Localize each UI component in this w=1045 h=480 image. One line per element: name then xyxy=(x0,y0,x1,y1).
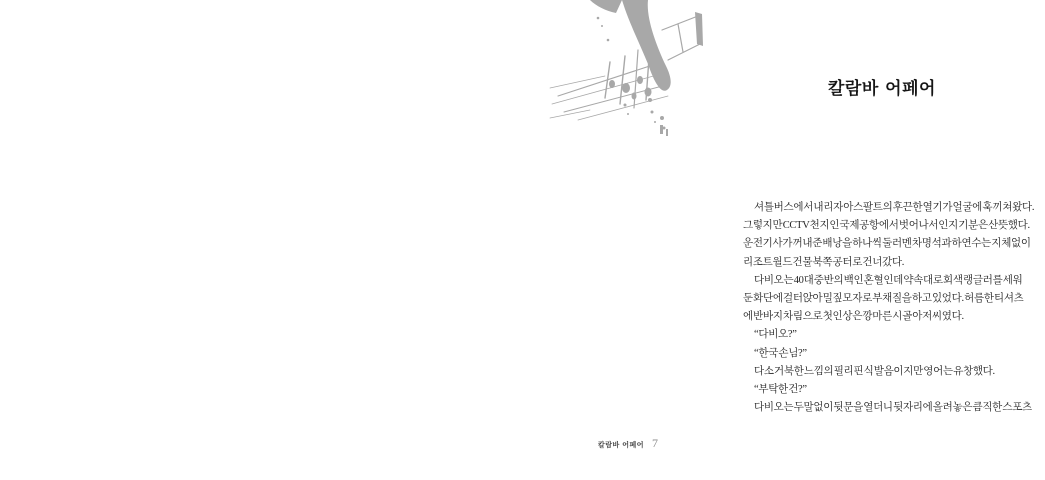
body-text-block xyxy=(743,199,1045,417)
body-text-line: 에 반바지 차림으로 첫인상은 깡마른 시골 아저씨였다. xyxy=(743,311,964,323)
dialogue-line: “다비오?” xyxy=(754,329,797,341)
body-text-line: 다비오는 두말없이 뒷문을 열더니 뒷자리에 올려놓은 큼직한 스포츠 xyxy=(754,402,1032,414)
chapter-title: 칼람바 어페어 xyxy=(828,79,936,99)
body-text-line: 그렇지만 CCTV 천지인 국제공항에서 벗어나서인지 기분은 산뜻했다. xyxy=(743,220,1030,232)
dialogue-line: “한국 손님?” xyxy=(754,347,807,359)
body-text-line: 운전기사가 꺼내준 배낭을 하나씩 둘러멘 차명석과 하연수는 지체없이 xyxy=(743,238,1031,250)
page-number: 7 xyxy=(652,436,658,450)
body-text-line: 셔틀버스에서 내리자 아스팔트의 후끈한 열기가 얼굴에 훅 끼쳐왔다. xyxy=(754,202,1035,213)
running-title: 칼람바 어페어 xyxy=(597,442,644,449)
abstract-grunge-artwork xyxy=(550,0,700,140)
page-footer xyxy=(598,436,658,451)
body-text-line: 리조트월드 건물 북쪽 공터로 건너갔다. xyxy=(743,256,905,268)
body-text-line: 다비오는 40대 중반의 백인 혼혈인데 약속대로 회색 랭글러를 세워 xyxy=(754,274,1023,286)
dialogue-line: “부탁한 건?” xyxy=(754,383,807,395)
blank-left-page xyxy=(0,0,350,480)
body-text-line: 둔 화단에 걸터앉아 밀짚모자로 부채질을 하고 있었다. 허름한 티셔츠 xyxy=(743,292,1024,304)
chapter-opener-page xyxy=(350,0,1035,480)
body-text-line: 다소 거북한 느낌의 필리핀 식 발음이지만 영어는 유창했다. xyxy=(754,365,995,377)
